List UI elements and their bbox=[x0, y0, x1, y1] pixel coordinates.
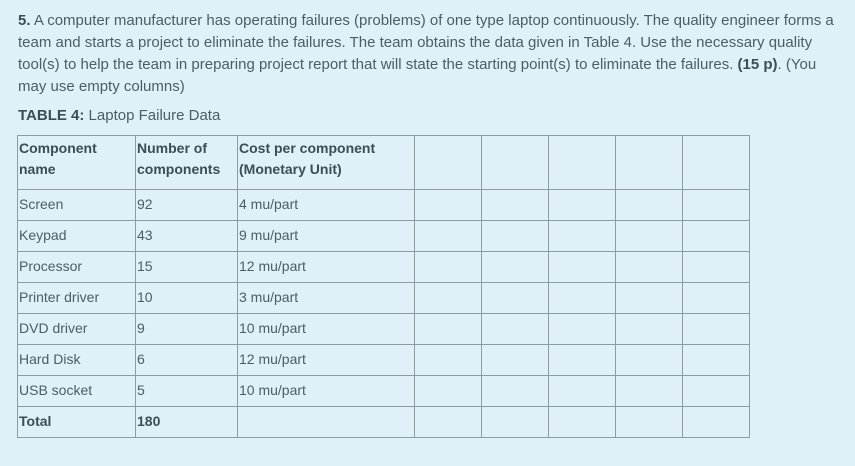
table-caption-title: Laptop Failure Data bbox=[84, 107, 221, 124]
header-component-name bbox=[18, 136, 136, 190]
cell-component-name: Keypad bbox=[18, 221, 136, 252]
cell-total-cost bbox=[238, 407, 415, 438]
empty-cell[interactable] bbox=[482, 190, 549, 221]
cell-count: 15 bbox=[136, 252, 238, 283]
empty-cell[interactable] bbox=[549, 252, 616, 283]
table-caption-label: TABLE 4: bbox=[18, 107, 85, 124]
empty-cell[interactable] bbox=[683, 376, 750, 407]
empty-cell[interactable] bbox=[683, 345, 750, 376]
empty-cell[interactable] bbox=[549, 136, 616, 190]
empty-cell[interactable] bbox=[549, 190, 616, 221]
question-number: 5. bbox=[18, 12, 31, 29]
empty-cell[interactable] bbox=[683, 283, 750, 314]
table-row bbox=[18, 376, 750, 407]
empty-cell[interactable] bbox=[683, 190, 750, 221]
empty-cell[interactable] bbox=[549, 283, 616, 314]
empty-cell[interactable] bbox=[415, 221, 482, 252]
cell-count: 6 bbox=[136, 345, 238, 376]
cell-component-name: USB socket bbox=[18, 376, 136, 407]
table-row bbox=[18, 190, 750, 221]
cell-cost: 4 mu/part bbox=[238, 190, 415, 221]
empty-cell[interactable] bbox=[415, 407, 482, 438]
header-line: Component bbox=[19, 140, 97, 156]
empty-cell[interactable] bbox=[683, 221, 750, 252]
cell-component-name: DVD driver bbox=[18, 314, 136, 345]
empty-cell[interactable] bbox=[482, 314, 549, 345]
empty-cell[interactable] bbox=[616, 252, 683, 283]
empty-cell[interactable] bbox=[616, 190, 683, 221]
empty-cell[interactable] bbox=[549, 221, 616, 252]
table-header-row bbox=[18, 136, 750, 190]
table-total-row bbox=[18, 407, 750, 438]
empty-cell[interactable] bbox=[482, 252, 549, 283]
cell-cost: 9 mu/part bbox=[238, 221, 415, 252]
empty-cell[interactable] bbox=[482, 283, 549, 314]
empty-cell[interactable] bbox=[415, 314, 482, 345]
empty-cell[interactable] bbox=[415, 345, 482, 376]
header-line: Cost per component bbox=[239, 140, 376, 156]
cell-cost: 12 mu/part bbox=[238, 345, 415, 376]
cell-total-count: 180 bbox=[136, 407, 238, 438]
empty-cell[interactable] bbox=[616, 407, 683, 438]
empty-cell[interactable] bbox=[683, 314, 750, 345]
empty-cell[interactable] bbox=[683, 407, 750, 438]
question-body: A computer manufacturer has operating failures (problems) of one type laptop continuously. The quality engineer forms a team and starts a project to eliminate the failures. The team obtains the data given in Table 4. Use the necessary quality tool(s) to help the team in preparing project report that will state the starting point(s) to eliminate the failures. bbox=[18, 12, 834, 73]
empty-cell[interactable] bbox=[616, 345, 683, 376]
header-line: (Monetary Unit) bbox=[239, 161, 342, 177]
cell-count: 9 bbox=[136, 314, 238, 345]
empty-cell[interactable] bbox=[549, 407, 616, 438]
cell-total-label: Total bbox=[18, 407, 136, 438]
header-number-of-components bbox=[136, 136, 238, 190]
cell-count: 92 bbox=[136, 190, 238, 221]
empty-cell[interactable] bbox=[549, 376, 616, 407]
cell-component-name: Printer driver bbox=[18, 283, 136, 314]
cell-component-name: Screen bbox=[18, 190, 136, 221]
cell-cost: 12 mu/part bbox=[238, 252, 415, 283]
empty-cell[interactable] bbox=[616, 221, 683, 252]
cell-cost: 3 mu/part bbox=[238, 283, 415, 314]
header-line: components bbox=[137, 161, 221, 177]
empty-cell[interactable] bbox=[616, 314, 683, 345]
question-body-end: . (You may use empty columns) bbox=[18, 56, 817, 95]
empty-cell[interactable] bbox=[482, 345, 549, 376]
cell-component-name: Hard Disk bbox=[18, 345, 136, 376]
empty-cell[interactable] bbox=[482, 407, 549, 438]
empty-cell[interactable] bbox=[549, 314, 616, 345]
empty-cell[interactable] bbox=[415, 190, 482, 221]
table-row bbox=[18, 314, 750, 345]
empty-cell[interactable] bbox=[616, 376, 683, 407]
header-line: Number of bbox=[137, 140, 207, 156]
empty-cell[interactable] bbox=[683, 252, 750, 283]
empty-cell[interactable] bbox=[415, 136, 482, 190]
empty-cell[interactable] bbox=[415, 376, 482, 407]
empty-cell[interactable] bbox=[415, 252, 482, 283]
question-points: (15 p) bbox=[737, 56, 778, 73]
table-row bbox=[18, 252, 750, 283]
table-row bbox=[18, 345, 750, 376]
cell-cost: 10 mu/part bbox=[238, 314, 415, 345]
cell-count: 5 bbox=[136, 376, 238, 407]
header-line: name bbox=[19, 161, 56, 177]
header-cost-per-component bbox=[238, 136, 415, 190]
empty-cell[interactable] bbox=[549, 345, 616, 376]
table-caption bbox=[18, 107, 220, 124]
empty-cell[interactable] bbox=[482, 221, 549, 252]
cell-cost: 10 mu/part bbox=[238, 376, 415, 407]
empty-cell[interactable] bbox=[616, 283, 683, 314]
empty-cell[interactable] bbox=[482, 376, 549, 407]
empty-cell[interactable] bbox=[482, 136, 549, 190]
table-row bbox=[18, 221, 750, 252]
cell-count: 10 bbox=[136, 283, 238, 314]
table-row bbox=[18, 283, 750, 314]
cell-count: 43 bbox=[136, 221, 238, 252]
cell-component-name: Processor bbox=[18, 252, 136, 283]
question-text bbox=[18, 10, 848, 98]
empty-cell[interactable] bbox=[616, 136, 683, 190]
laptop-failure-table bbox=[17, 135, 750, 438]
empty-cell[interactable] bbox=[683, 136, 750, 190]
empty-cell[interactable] bbox=[415, 283, 482, 314]
